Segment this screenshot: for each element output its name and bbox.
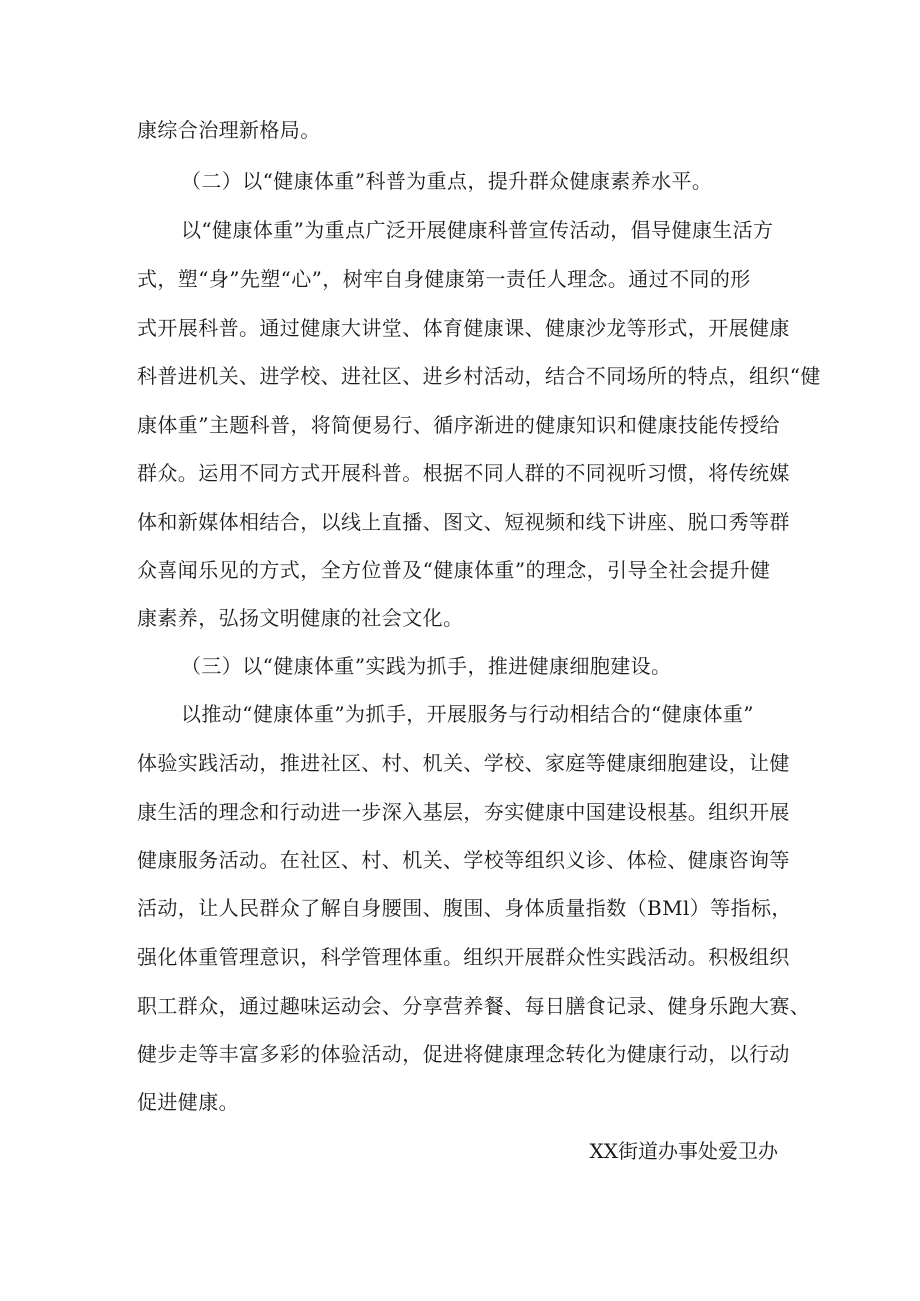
text-line: 健步走等丰富多彩的体验活动，促进将健康理念转化为健康行动，以行动 [137,1042,790,1066]
text-line: 以推动“健康体重”为抓手，开展服务与行动相结合的“健康体重” [181,702,754,726]
text-line: 式开展科普。通过健康大讲堂、体育健康课、健康沙龙等形式，开展健康 [137,316,790,340]
signature-line: XX街道办事处爱卫办 [589,1139,778,1163]
text-line: 康体重”主题科普，将简便易行、循序渐进的健康知识和健康技能传授给 [137,413,781,437]
text-line: 众喜闻乐见的方式，全方位普及“健康体重”的理念，引导全社会提升健 [137,558,771,582]
text-line: 科普进机关、进学校、进社区、进乡村活动，结合不同场所的特点，组织“健 [137,364,821,388]
section-heading-3: （三）以“健康体重”实践为抓手，推进健康细胞建设。 [181,654,672,678]
text-line: 活动，让人民群众了解自身腰围、腹围、身体质量指数（BMl）等指标， [137,896,792,920]
section-heading-2: （二）以“健康体重”科普为重点，提升群众健康素养水平。 [181,169,713,193]
text-line: 康生活的理念和行动进一步深入基层，夯实健康中国建设根基。组织开展 [137,800,790,824]
text-line: 体验实践活动，推进社区、村、机关、学校、家庭等健康细胞建设，让健 [137,751,790,775]
text-line: 体和新媒体相结合，以线上直播、图文、短视频和线下讲座、脱口秀等群 [137,510,790,534]
text-line: 健康服务活动。在社区、村、机关、学校等组织义诊、体检、健康咨询等 [137,848,790,872]
text-line: 以“健康体重”为重点广泛开展健康科普宣传活动，倡导健康生活方 [181,218,774,242]
text-line: 群众。运用不同方式开展科普。根据不同人群的不同视听习惯，将传统媒 [137,461,790,485]
text-line: 式，塑“身”先塑“心”，树牢自身健康第一责任人理念。通过不同的形 [137,267,751,291]
text-line: 强化体重管理意识，科学管理体重。组织开展群众性实践活动。积极组织 [137,945,790,969]
text-line: 促进健康。 [137,1090,239,1114]
text-line: 康综合治理新格局。 [137,118,321,142]
text-line: 康素养，弘扬文明健康的社会文化。 [137,606,464,630]
text-line: 职工群众，通过趣味运动会、分享营养餐、每日膳食记录、健身乐跑大赛、 [137,994,811,1018]
